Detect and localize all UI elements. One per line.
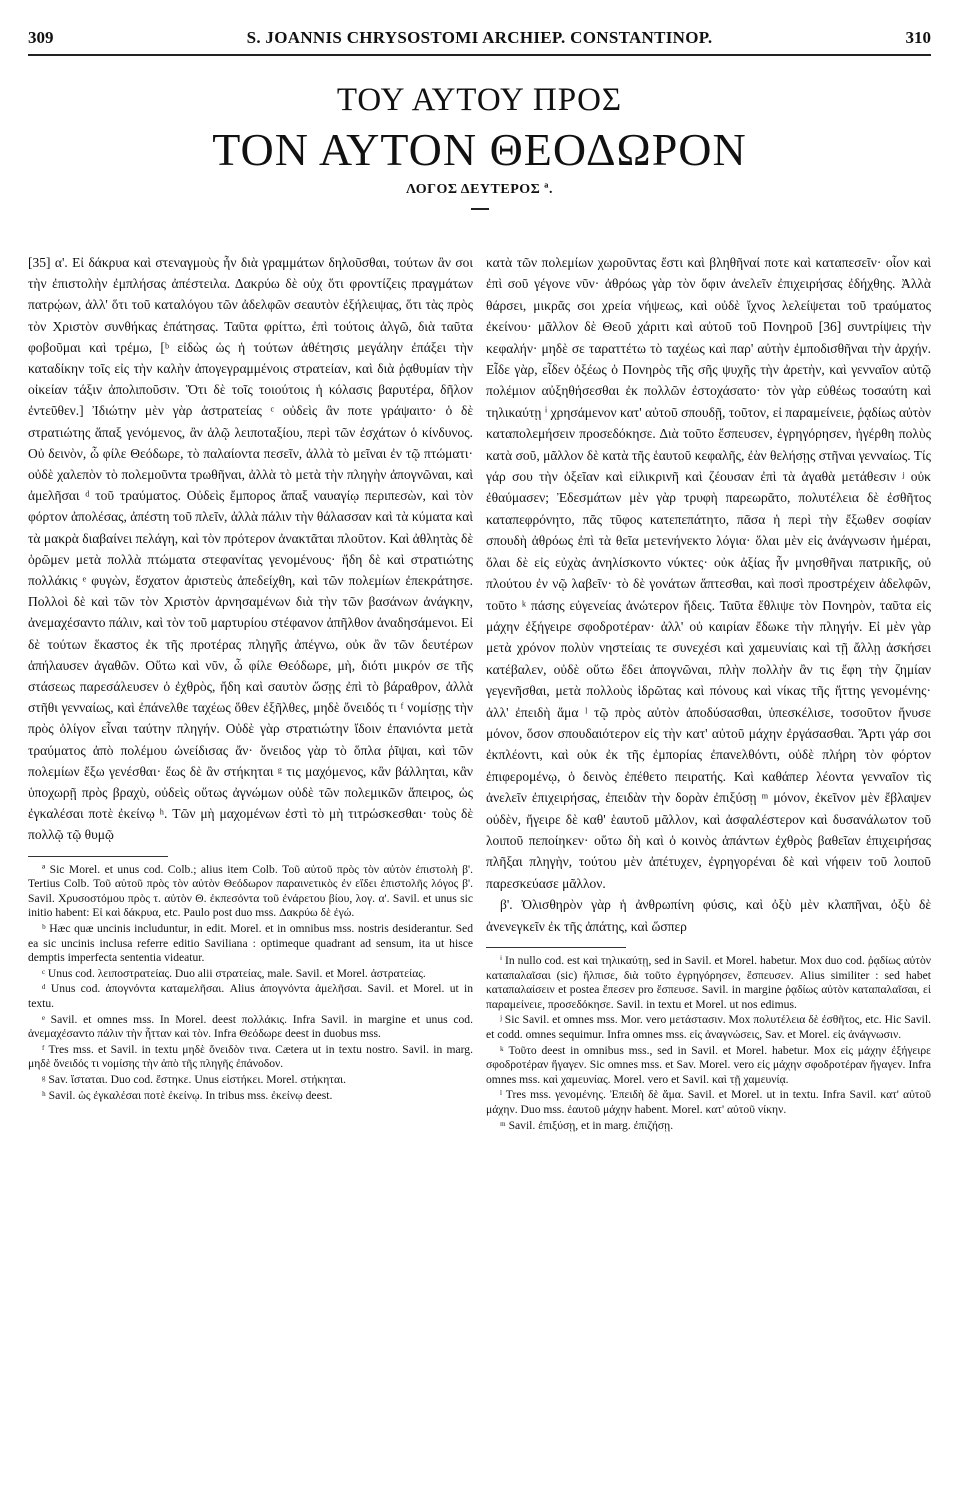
page-number-left: 309 bbox=[28, 28, 54, 47]
footnote-rule-right bbox=[486, 947, 626, 948]
left-column-text: [35] α'. Εἰ δάκρυα καὶ στεναγμοὺς ἦν διὰ γραμμάτων δηλοῦσθαι, τούτων ἂν σοι τὴν ἐπιστολὴν ἐμπλήσας ἀπέστειλα. Δακρύω δὲ οὐχ ὅτι φροντίζεις πραγμάτων πατρῴων, ἀλλ' ὅτι τοῦ καταλόγου τῶν ἀδελφῶν σεαυτὸν ἐξήλειψας, ὅτι τὰς πρὸς τὸν Χριστὸν συνθήκας ἐπάτησας. Ταῦτα φρίττω, ἐπὶ τούτοις ἀλγῶ, διὰ ταῦτα φοβοῦμαι καὶ τρέμω, [ᵇ εἰδὼς ὡς ἡ τούτων ἀθέτησις μεγάλην ἐπάξει τὴν καταδίκην τοῖς εἰς τὴν καλὴν ἀπογεγραμμένοις στρατείαν, καὶ διὰ ῥᾳθυμίαν τὴν οἰκείαν τάξιν ἀπολιποῦσιν. Ὅτι δὲ τοῖς τοιούτοις ἡ κόλασις βαρυτέρα, δῆλον ἐντεῦθεν.] Ἰδιώτην μὲν γὰρ ἀστρατείας ᶜ οὐδεὶς ἂν ποτε γράψαιτο· ὁ δὲ στρατιώτης ἅπαξ γενόμενος, ἂν ἁλῷ λειποταξίου, περὶ τῶν ἐσχάτων ὁ κίνδυνος. Οὐ δεινὸν, ὦ φίλε Θεόδωρε, τὸ παλαίοντα πεσεῖν, ἀλλὰ τὸ μεῖναι ἐν τῷ πτώματι· οὐδὲ χαλεπὸν τὸ πολεμοῦντα τρωθῆναι, ἀλλὰ τὸ μετὰ τὴν πληγὴν ἀπογνῶναι, καὶ ἀμελῆσαι ᵈ τοῦ τραύματος. Οὐδεὶς ἔμπορος ἅπαξ ναυαγίῳ περιπεσὼν, καὶ τὸν φόρτον ἀπολέσας, ἀπέστη τοῦ πλεῖν, ἀλλὰ πάλιν τὴν θάλασσαν καὶ τὰ κύματα καὶ τὰ μακρὰ διαβαίνει πελάγη, καὶ τὸν πρότερον ἀνακτᾶται πλοῦτον. Καὶ ἀθλητὰς δὲ ὁρῶμεν μετὰ πολλὰ πτώματα στεφανίτας γενομένους· ἤδη δὲ καὶ στρατιώτης πολλάκις ᵉ φυγὼν, ἔσχατον ἀριστεὺς ἀπεδείχθη, καὶ τῶν πολεμίων ἐπεκράτησε. Πολλοὶ δὲ καὶ τῶν τὸν Χριστὸν ἀρνησαμένων διὰ τὴν τῶν βασάνων ἀνάγκην, ἀνεμαχέσαντο πάλιν, καὶ τὸν τοῦ μαρτυρίου στέφανον ἀπῆλθον ἀναδησάμενοι. Εἰ δὲ τούτων ἕκαστος ἐκ τῆς προτέρας πληγῆς ἀπέγνω, οὐκ ἂν τῶν δευτέρων ἀπήλαυσεν ἀγαθῶν. Οὕτω καὶ νῦν, ὦ φίλε Θεόδωρε, μὴ, διότι μικρόν σε τῆς στάσεως παρεσάλευσεν ὁ ἐχθρὸς, ἤδη καὶ σαυτὸν ὥσῃς ἐπὶ τὸ βάραθρον, ἀλλὰ στῆθι γενναίως, καὶ ἐπάνελθε ταχέως ὅθεν ἐξῆλθες, μηδὲ ὄνειδός τι ᶠ νομίσῃς τὴν πρὸς ὀλίγον εἶναι ταύτην πληγήν. Οὐδὲ γὰρ στρατιώτην ἴδοιν ἐπανιόντα μετὰ τραύματος ἀπὸ πολέμου ὠνείδισας ἄν· ὄνειδος γὰρ τὸ ὅπλα ῥῖψαι, καὶ τῶν πολεμίων ἔξω γενέσθαι· ἕως δὲ ἂν στήκηται ᵍ τις μαχόμενος, κἂν βάλληται, κἂν ὑποχωρῇ πρὸς βραχὺ, οὐδεὶς οὕτως ἀγνώμων οὐδὲ τῶν πολεμικῶν ἄπειρος, ὡς ἐγκαλέσαι ποτὲ ἐκείνῳ ʰ. Τῶν μὴ μαχομένων ἐστὶ τὸ μὴ τιτρώσκεσθαι· τοὺς δὲ πολλῷ τῷ θυμῷ bbox=[28, 255, 473, 843]
title-block bbox=[28, 82, 931, 210]
title-line-3: ΛΟΓΟΣ ΔΕΥΤΕΡΟΣ ª. bbox=[406, 182, 553, 197]
footnote: ᶜ Unus cod. λειποστρατείας. Duo alii στρατείας, male. Savil. et Morel. ἀστρατείας. bbox=[42, 966, 426, 980]
footnote: ᵈ Unus cod. ἀπογνόντα καταμελῆσαι. Alius ἀπογνόντα ἀμελῆσαι. Savil. et Morel. ut in textu. bbox=[28, 982, 473, 1011]
footnote: ᶠ Tres mss. et Savil. in textu μηδὲ ὄνειδὸν τινα. Cætera ut in textu nostro. Savil. in marg. μηδὲ ὄνειδός τι νομίσης τὴν ἀπὸ τῆς πληγῆς ἐπάνοδον. bbox=[28, 1042, 473, 1071]
title-line-1: ΤΟΥ ΑΥΤΟΥ ΠΡΟΣ bbox=[336, 82, 623, 118]
right-column bbox=[486, 252, 931, 1134]
running-title: S. JOANNIS CHRYSOSTOMI ARCHIEP. CONSTANTINOP. bbox=[246, 28, 713, 47]
right-column-paragraph-2: β'. Ὀλισθηρὸν γὰρ ἡ ἀνθρωπίνη φύσις, καὶ ὀξὺ μὲν κλαπῆναι, ὀξὺ δὲ ἀνενεγκεῖν ἐκ τῆς ἀπάτης, καὶ ὥσπερ bbox=[486, 897, 931, 934]
right-footnotes bbox=[486, 954, 931, 1133]
footnote: ª Sic Morel. et unus cod. Colb.; alius item Colb. Τοῦ αὐτοῦ πρὸς τὸν αὐτὸν ἐπιστολὴ β'. Tertius Colb. Τοῦ αὐτοῦ πρὸς τὸν αὐτὸν Θεόδωρον παραινετικὸς ἐν εἴδει ἐπιστολῆς λόγος β'. Savil. Χρυσοστόμου πρὸς τ. αὐτὸν Θ. ἐκπεσόντα τοῦ ἐνάρετου βίου, λογ. α'. Savil. et unus sic initio habent: Εἰ καὶ δάκρυα, etc. Paulo post duo mss. Δακρύω δὲ ἐγώ. bbox=[28, 862, 473, 920]
title-rule bbox=[471, 208, 489, 210]
running-header bbox=[28, 28, 931, 56]
page-number-right: 310 bbox=[905, 28, 931, 47]
footnote-rule-left bbox=[28, 856, 168, 857]
footnote: ʲ Sic Savil. et omnes mss. Mor. vero μετάστασιν. Mox πολυτέλεια δὲ ἐσθῆτος, etc. Hic Savil. et codd. omnes sequimur. Infra omnes mss. εἰς ἀναγνώσεις, Sav. et Morel. εἰς ἀνάγνωσιν. bbox=[486, 1013, 931, 1041]
footnote: ᵇ Hæc quæ uncinis includuntur, in edit. Morel. et in omnibus mss. nostris desiderantur. Sed ea sic uncinis inclusa referre editio Saviliana : optimeque quadrant ad sensum, ita ut hisce demptis imperfecta sententia videatur. bbox=[28, 922, 473, 965]
footnote: ᵏ Τοῦτο deest in omnibus mss., sed in Savil. et Morel. habetur. Mox εἰς μάχην ἐξήγειρε σφοδροτέραν ἤγαγεν. Sic omnes mss. et Sav. Morel. vero εἰς μάχην σφοδροτέραν ἤγαγεν. Infra omnes mss. καὶ χαμευνίας. Morel. vero et Savil. καὶ τῇ χαμευνίᾳ. bbox=[486, 1043, 931, 1086]
footnote: ᵉ Savil. et omnes mss. In Morel. deest πολλάκις. Infra Savil. in margine et unus cod. ἀνεμαχέσαντο πάλιν τὴν ἧτταν καὶ τὸν. Infra Θεόδωρε deest in duobus mss. bbox=[28, 1012, 473, 1041]
title-line-2: ΤΟΝ ΑΥΤΟΝ ΘΕΟΔΩΡΟΝ bbox=[212, 124, 747, 175]
footnote: ˡ Tres mss. γενομένης. Ἐπειδὴ δὲ ἅμα. Savil. et Morel. ut in textu. Infra Savil. κατ' αὐτοῦ μάχην. Duo mss. ἐαυτοῦ μάχην habent. Morel. κατ' αὐτοῦ νίκην. bbox=[486, 1088, 931, 1116]
two-column-body bbox=[28, 252, 931, 1134]
left-footnotes bbox=[28, 863, 473, 1104]
footnote: ⁱ In nullo cod. est καὶ τηλικαύτῃ, sed in Savil. et Morel. habetur. Mox duo cod. ῥᾳδίως αὐτὸν καταπαλαῖσαι (sic) ἤλπισε, διὰ τοῦτο ἐγρηγόρησεν, ἔσπευσεν. Alius similiter : sed habet καταπαλαίσειν et postea ἔπεσεν pro ἔσπευσε. Savil. in margine ῥᾳδίως αὐτὸν καταπαλαῖσαι, εἰ παραμείνειε, προσεδόκησε. Savil. in textu et Morel. ut nos edimus. bbox=[486, 954, 931, 1011]
footnote: ᵍ Sav. ἵσταται. Duo cod. ἕστηκε. Unus εἱστήκει. Morel. στήκηται. bbox=[42, 1073, 347, 1086]
left-column bbox=[28, 252, 473, 1134]
right-column-text: κατὰ τῶν πολεμίων χωροῦντας ἔστι καὶ βληθῆναί ποτε καὶ καταπεσεῖν· οἷον καὶ ἐπὶ σοῦ γέγονε νῦν· ἀθρόως γὰρ τὸν ὄφιν ἀνελεῖν ἐπιχειρήσας ἐδήχθης. Ἀλλὰ θάρσει, μικρᾶς σοι χρεία νήψεως, καὶ οὐδὲ ἴχνος λελείψεται τοῦ τραύματος ἐκείνου· μᾶλλον δὲ Θεοῦ χάριτι καὶ αὐτοῦ τοῦ Πονηροῦ [36] συντρίψεις τὴν κεφαλήν· μηδὲ σε ταραττέτω τὸ ταχέως καὶ παρ' αὐτὴν ἐμποδισθῆναι τὴν ἀρχήν. Εἶδε γὰρ, εἶδεν ὀξέως ὁ Πονηρὸς τῆς σῆς ψυχῆς τὴν ἀρετὴν, καὶ γενναῖον αὐτῷ πολέμιον αὐξηθήσεσθαι ἐκ πολλῶν ἐστοχάσατο· τὸν γὰρ εὐθέως τοσαύτη καὶ τηλικαύτῃ ⁱ χρησάμενον κατ' αὐτοῦ σπουδῇ, τοῦτον, εἰ παραμείνειε, ῥᾳδίως αὐτὸν καταπολεμήσειν προσεδόκησε. Διὰ τοῦτο ἔσπευσεν, ἐγρηγόρησεν, ἠγέρθη πολὺς κατὰ σοῦ, μᾶλλον δὲ κατὰ τῆς ἑαυτοῦ κεφαλῆς, ἐὰν θελήσῃς στῆναι γενναίως. Τίς γάρ σου τὴν ὀξεῖαν καὶ εἰλικρινῆ καὶ ζέουσαν ἐπὶ τὰ ἀγαθὰ μετάθεσιν ʲ οὐκ ἐθαύμασεν; Ἐδεσμάτων μὲν γὰρ τρυφὴ παρεωρᾶτο, πολυτέλεια δὲ ἐσθῆτος καταπεφρόνητο, πᾶς τῦφος κατεπεπάτητο, πᾶσα ἡ περὶ τὴν ἔξωθεν σοφίαν σπουδὴ ἀθρόως ἐπὶ τὰ θεῖα μετενήνεκτο λόγια· ὅλαι μὲν εἰς ἀνάγνωσιν ἡμέραι, ὅλαι δὲ εἰς εὐχὰς ἀνηλίσκοντο νύκτες· οὐκ ἀξίας ἦν μνησθῆναι πατρικῆς, οὐ πλούτου ἐν νῷ λαβεῖν· τὸ δὲ γονάτων ἅπτεσθαι, καὶ ποσὶ προστρέχειν ἀδελφῶν, τοῦτο ᵏ πάσης εὐγενείας ἀνώτερον ἥδεις. Ταῦτα ἔθλιψε τὸν Πονηρὸν, ταῦτα εἰς μάχην ἐξήγειρε σφοδροτέραν· ἀλλ' οὐ καιρίαν ἔδωκε τὴν πληγήν. Εἰ μὲν γὰρ μετὰ χρόνον πολὺν νηστείαις τε συνεχέσι καὶ χαμευνίαις καὶ τῇ ἄλλῃ ἀσκήσει κατέβαλεν, οὐδὲ οὕτω ἔδει ἀπογνῶναι, πλὴν πολλὴν ἂν τις ἔφη τὴν ζημίαν γεγενῆσθαι, μετὰ πολλοὺς ἱδρῶτας καὶ πόνους καὶ νίκας τῆς ἥττης γενομένης· ἀλλ' ἐπειδὴ ἅμα ˡ τῷ πρὸς αὐτὸν ἀποδύσασθαι, ὑπεσκέλισε, τοσοῦτον ἤνυσε μόνον, ὅσον σπουδαιότερον εἰς τὴν κατ' αὐτοῦ μάχην ἐργάσασθαι. Ἄρτι γάρ σοι ἐκπλέοντι, καὶ οὐκ ἐκ τῆς ἐμπορίας ἐπανελθόντι, οὐδὲ πλήρη τὸν φόρτον ἐπιφερομένῳ, ὁ δεινὸς ἐπέθετο πειρατής. Καὶ καθάπερ λέοντα γενναῖον τὶς ἀνελεῖν ἐπιχειρήσας, ἐπειδὰν τὴν δορὰν ἐπιξύσῃ ᵐ μόνον, ἐκεῖνον μὲν ἔβλαψεν οὐδὲν, ἤγειρε δὲ καθ' ἑαυτοῦ μᾶλλον, καὶ ἀσφαλέστερον καὶ δυσανάλωτον τοῦ λοιποῦ πεποίηκεν· οὕτω δὴ καὶ ὁ κοινὸς ἁπάντων ἐχθρὸς βαθεῖαν ἐπιχειρήσας πλῆξαι πληγὴν, τούτου μὲν ἀπέτυχεν, ἐγρηγορέναι δὲ καὶ νήφειν τοῦ λοιποῦ παρεσκεύασε μᾶλλον. bbox=[486, 255, 931, 891]
footnote: ᵐ Savil. ἐπιξύσῃ, et in marg. ἐπιζήσῃ. bbox=[500, 1118, 674, 1132]
footnote: ʰ Savil. ὡς ἐγκαλέσαι ποτὲ ἐκείνῳ. In tribus mss. ἐκείνῳ deest. bbox=[42, 1088, 333, 1102]
